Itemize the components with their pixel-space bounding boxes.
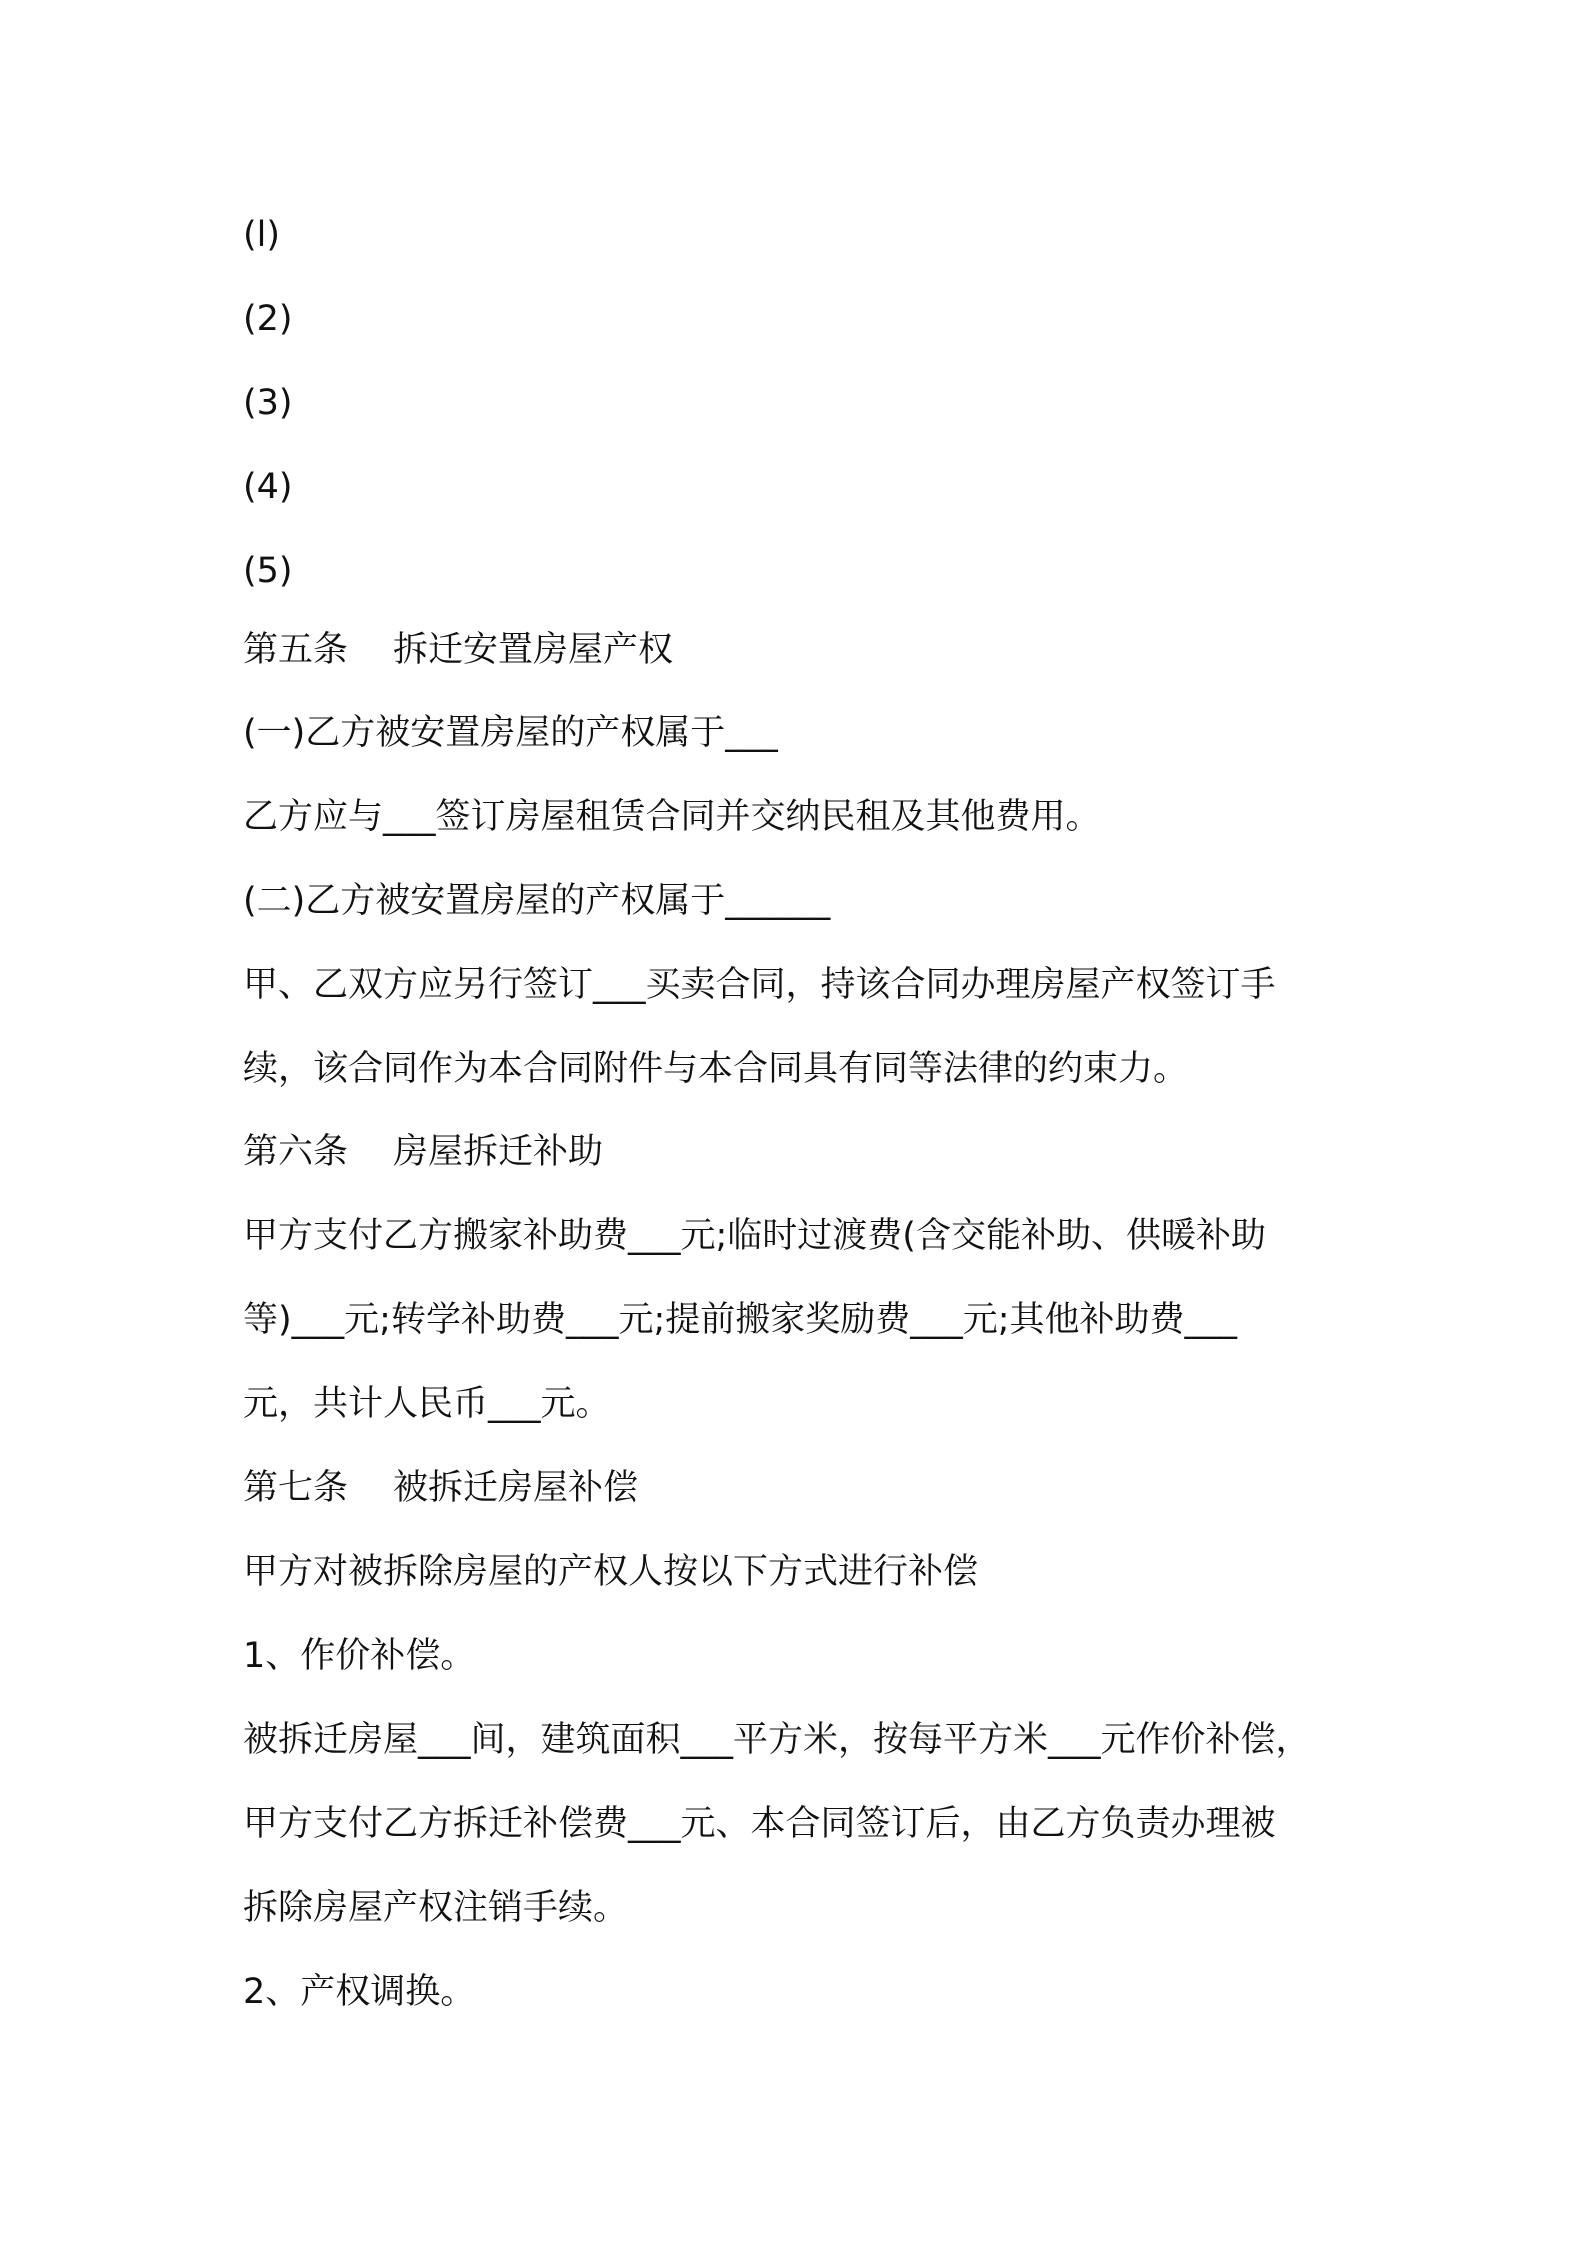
article-7-heading (243, 1466, 638, 1510)
paragraph: 甲方支付乙方搬家补助费___元;临时过渡费(含交能补助、供暖补助 (243, 1216, 1266, 1256)
paragraph: 续，该合同作为本合同附件与本合同具有同等法律的约束力。 (243, 1049, 1189, 1089)
paragraph: 乙方应与___签订房屋租赁合同并交纳民租及其他费用。 (243, 797, 1101, 837)
article-5-title: 拆迁安置房屋产权 (393, 630, 674, 670)
article-5-number: 第五条 (243, 630, 349, 670)
paragraph: 2、产权调换。 (243, 1972, 476, 2012)
paragraph: 甲方支付乙方拆迁补偿费___元、本合同签订后，由乙方负责办理被 (243, 1804, 1276, 1844)
paragraph: 元，共计人民币___元。 (243, 1384, 611, 1424)
paragraph: 被拆迁房屋___间，建筑面积___平方米，按每平方米___元作价补偿， (243, 1720, 1311, 1760)
list-item-4: (4) (243, 467, 293, 507)
paragraph: 等)___元;转学补助费___元;提前搬家奖励费___元;其他补助费___ (243, 1300, 1238, 1340)
article-5-heading (243, 628, 673, 672)
article-7-number: 第七条 (243, 1468, 349, 1508)
article-7-title: 被拆迁房屋补偿 (393, 1468, 639, 1508)
list-item-3: (3) (243, 383, 293, 423)
article-6-heading (243, 1130, 603, 1174)
paragraph: (一)乙方被安置房屋的产权属于___ (243, 713, 778, 753)
list-item-5: (5) (243, 551, 293, 591)
paragraph: 甲方对被拆除房屋的产权人按以下方式进行补偿 (243, 1552, 979, 1592)
article-6-number: 第六条 (243, 1132, 349, 1172)
list-item-1: (l) (243, 215, 281, 255)
paragraph: 拆除房屋产权注销手续。 (243, 1888, 629, 1928)
paragraph: 1、作价补偿。 (243, 1636, 476, 1676)
paragraph: (二)乙方被安置房屋的产权属于______ (243, 881, 831, 921)
paragraph: 甲、乙双方应另行签订___买卖合同，持该合同办理房屋产权签订手 (243, 965, 1276, 1005)
article-6-title: 房屋拆迁补助 (393, 1132, 604, 1172)
list-item-2: (2) (243, 299, 293, 339)
